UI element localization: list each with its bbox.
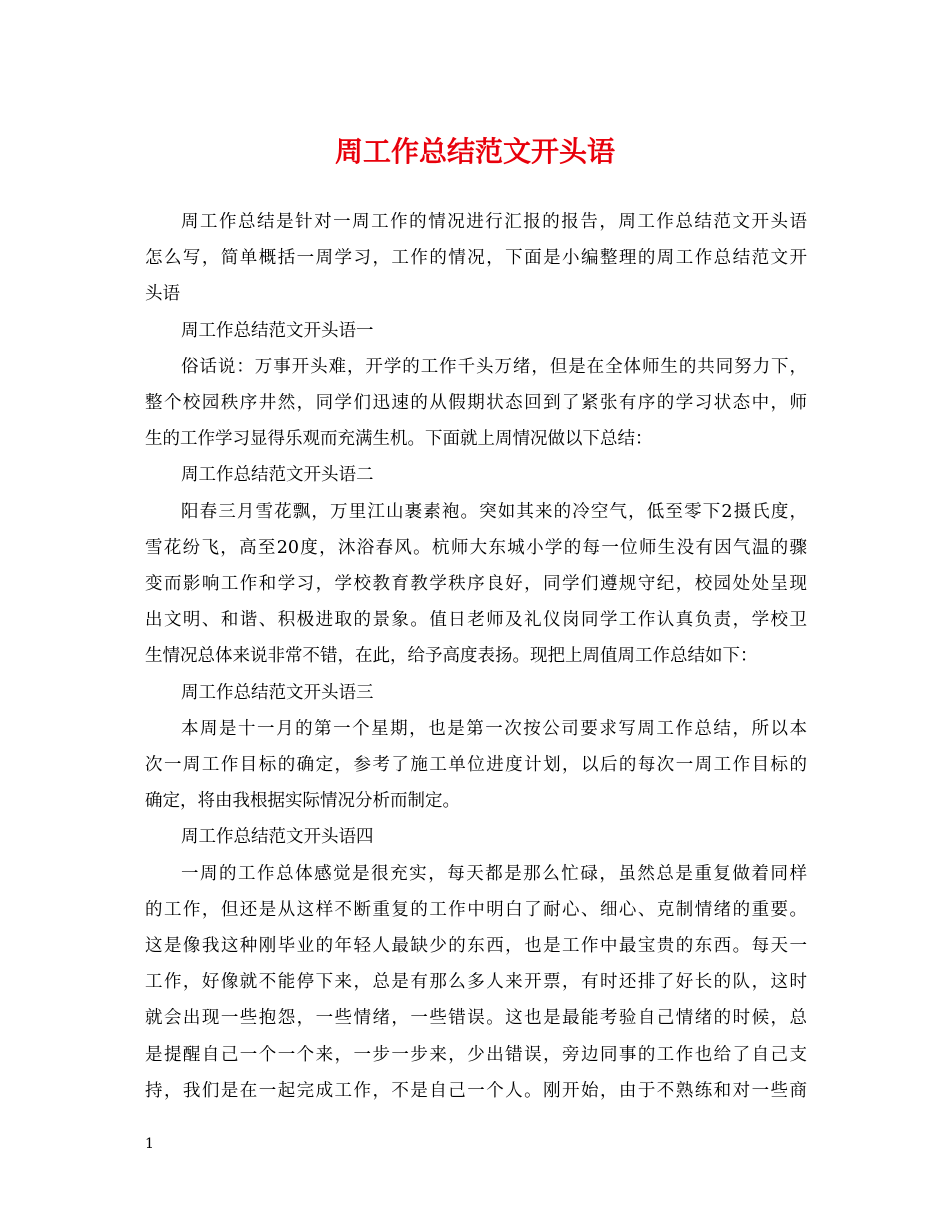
paragraph-line: 俗话说：万事开头难，开学的工作千头万绪，但是在全体师生的共同努力下， [181,356,807,377]
paragraph-line: 本周是十一月的第一个星期，也是第一次按公司要求写周工作总结，所以本 [181,718,807,739]
paragraph-line: 就会出现一些抱怨，一些情绪，一些错误。这也是最能考验自己情绪的时候，总 [145,1008,807,1029]
paragraph-line: 生情况总体来说非常不错，在此，给予高度表扬。现把上周值周工作总结如下： [145,646,758,667]
section-heading: 周工作总结范文开头语二 [181,465,374,486]
paragraph-line: 变而影响工作和学习，学校教育教学秩序良好，同学们遵规守纪，校园处处呈现 [145,574,807,595]
paragraph-line: 确定，将由我根据实际情况分析而制定。 [145,791,460,812]
paragraph-line: 出文明、和谐、积极进取的景象。值日老师及礼仪岗同学工作认真负责，学校卫 [145,610,807,631]
paragraph-line: 持，我们是在一起完成工作，不是自己一个人。刚开始，由于不熟练和对一些商 [145,1080,807,1101]
paragraph-line: 这是像我这种刚毕业的年轻人最缺少的东西，也是工作中最宝贵的东西。每天一 [145,936,807,957]
paragraph-line: 的工作，但还是从这样不断重复的工作中明白了耐心、细心、克制情绪的重要。 [145,899,807,920]
paragraph-line: 一周的工作总体感觉是很充实，每天都是那么忙碌，虽然总是重复做着同样 [181,863,807,884]
paragraph-line: 阳春三月雪花飘，万里江山裹素袍。突如其来的冷空气，低至零下2摄氏度， [181,501,807,522]
paragraph-line: 工作，好像就不能停下来，总是有那么多人来开票，有时还排了好长的队，这时 [145,972,807,993]
paragraph-line: 怎么写，简单概括一周学习，工作的情况，下面是小编整理的周工作总结范文开 [145,248,807,269]
section-heading: 周工作总结范文开头语一 [181,320,374,341]
paragraph-line: 雪花纷飞，高至20度，沐浴春风。杭师大东城小学的每一位师生没有因气温的骤 [145,537,807,558]
paragraph-line: 周工作总结是针对一周工作的情况进行汇报的报告，周工作总结范文开头语 [181,212,807,232]
paragraph-line: 生的工作学习显得乐观而充满生机。下面就上周情况做以下总结： [145,429,653,450]
paragraph-line: 头语 [145,284,180,305]
section-heading: 周工作总结范文开头语三 [181,682,374,703]
paragraph-line: 次一周工作目标的确定，参考了施工单位进度计划，以后的每次一周工作目标的 [145,755,807,776]
section-heading: 周工作总结范文开头语四 [181,827,374,848]
document-body [145,204,807,1109]
paragraph-line: 是提醒自己一个一个来，一步一步来，少出错误，旁边同事的工作也给了自己支 [145,1044,807,1065]
paragraph-line: 整个校园秩序井然，同学们迅速的从假期状态回到了紧张有序的学习状态中，师 [145,393,807,414]
document-title: 周工作总结范文开头语 [334,135,615,168]
page-number: 1 [145,1136,154,1152]
